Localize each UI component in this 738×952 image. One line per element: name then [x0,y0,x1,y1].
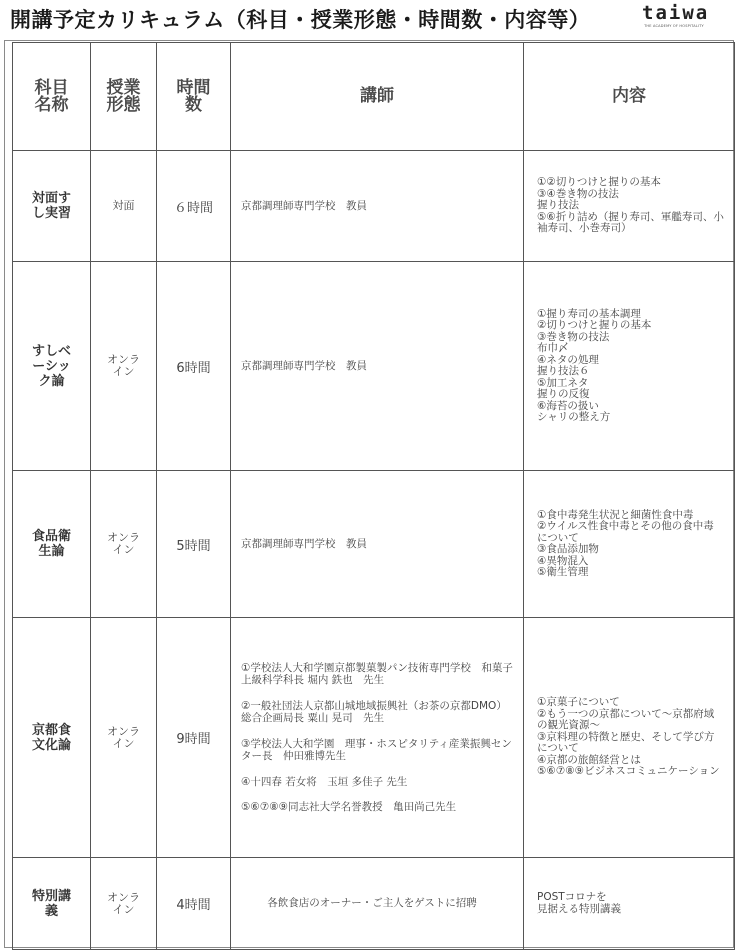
instructor-line: 京都調理師専門学校 教員 [241,359,367,372]
content-line: ⑤加工ネタ [537,376,589,389]
content-line: 握りの反復 [537,388,590,400]
cell-format: オンライン [91,618,157,858]
header-subject: 科目名称 [13,43,91,151]
cell-instructor [231,471,524,618]
cell-content [524,151,735,262]
header-hours: 時間数 [157,43,231,151]
cell-format: オンライン [91,262,157,471]
curriculum-table [12,42,735,950]
header-row [13,43,735,151]
content-line: ②もう一つの京都について〜京都府域の観光資源〜 [537,707,715,732]
logo-tagline: THE ACADEMY OF HOSPITALITY [644,24,704,28]
table-row [13,151,735,262]
header-instructor: 講師 [231,43,524,151]
table-row [13,858,735,950]
content-line: 握り技法 [537,199,579,212]
content-line: シャリの整え方 [537,411,611,423]
content-line: ③巻き物の技法 [537,330,610,343]
instructor-line: ①学校法人大和学園京都製菓製パン技術専門学校 和菓子上級科学科長 堀内 鉄也 先生 [241,661,513,686]
content-line: ②ウイルス性食中毒とその他の食中毒について [537,520,714,544]
cell-instructor [231,151,524,262]
cell-content [524,262,735,471]
content-line: 握り技法６ [537,365,590,377]
cell-hours: 4時間 [157,858,231,950]
instructor-line: ②一般社団法人京都山城地域振興社（お茶の京都DMO）総合企画局長 粟山 晃司 先生 [241,699,507,724]
table-row [13,471,735,618]
header-content: 内容 [524,43,735,151]
logo-wordmark: taiwa [642,2,710,24]
table-row [13,618,735,858]
content-line: ③食品添加物 [537,543,599,555]
content-line: 布巾〆 [537,342,569,354]
page-header [0,0,738,38]
content-line: ③④巻き物の技法 [537,187,619,200]
content-line: ③京料理の特徴と歴史、そして学び方について [537,730,715,755]
content-line: ⑥海苔の扱い [537,399,599,412]
content-line: ②切りつけと握りの基本 [537,319,652,331]
content-line: ①京菓子について [537,696,620,709]
instructor-line: 各飲食店のオーナー・ご主人をゲストに招聘 [267,897,477,910]
cell-subject: 京都食文化論 [13,618,91,858]
instructor-line: ④十四春 若女将 玉垣 多佳子 先生 [241,775,408,788]
cell-format: オンライン [91,471,157,618]
content-line: ①食中毒発生状況と細菌性食中毒 [537,508,694,521]
content-line: ①握り寿司の基本調理 [537,307,641,320]
cell-content [524,471,735,618]
cell-hours: 5時間 [157,471,231,618]
content-line: ④ネタの処理 [537,353,599,366]
cell-hours: ６時間 [157,151,231,262]
cell-instructor [231,618,524,858]
cell-subject: 特別講義 [13,858,91,950]
taiwa-logo [642,2,710,32]
cell-content [524,858,735,950]
cell-hours: 6時間 [157,262,231,471]
header-format: 授業形態 [91,43,157,151]
instructor-line: 京都調理師専門学校 教員 [241,199,367,212]
instructor-line: 京都調理師専門学校 教員 [241,537,367,550]
instructor-line: ③学校法人大和学園 理事・ホスピタリティ産業振興センター長 仲田雅博先生 [241,737,512,762]
content-line: ⑤⑥折り詰め（握り寿司、軍艦寿司、小袖寿司、小巻寿司） [537,210,724,235]
cell-format: 対面 [91,151,157,262]
cell-hours: 9時間 [157,618,231,858]
content-line: 見据える特別講義 [537,902,621,915]
cell-subject: 対面すし実習 [13,151,91,262]
cell-subject: すしベーシック論 [13,262,91,471]
cell-content [524,618,735,858]
page-title: 開講予定カリキュラム（科目・授業形態・時間数・内容等） [10,8,591,32]
cell-instructor [231,262,524,471]
content-line: POSTコロナを [537,891,607,903]
content-line: ①②切りつけと握りの基本 [537,176,661,189]
cell-subject: 食品衛生論 [13,471,91,618]
instructor-line: ⑤⑥⑦⑧⑨同志社大学名誉教授 亀田尚己先生 [241,801,457,813]
content-line: ⑤⑥⑦⑧⑨ビジネスコミュニケーション [537,765,720,778]
content-line: ⑤衛生管理 [537,566,589,578]
content-line: ④異物混入 [537,554,589,567]
content-line: ④京都の旅館経営とは [537,753,641,766]
cell-format: オンライン [91,858,157,950]
table-row [13,262,735,471]
cell-instructor [231,858,524,950]
